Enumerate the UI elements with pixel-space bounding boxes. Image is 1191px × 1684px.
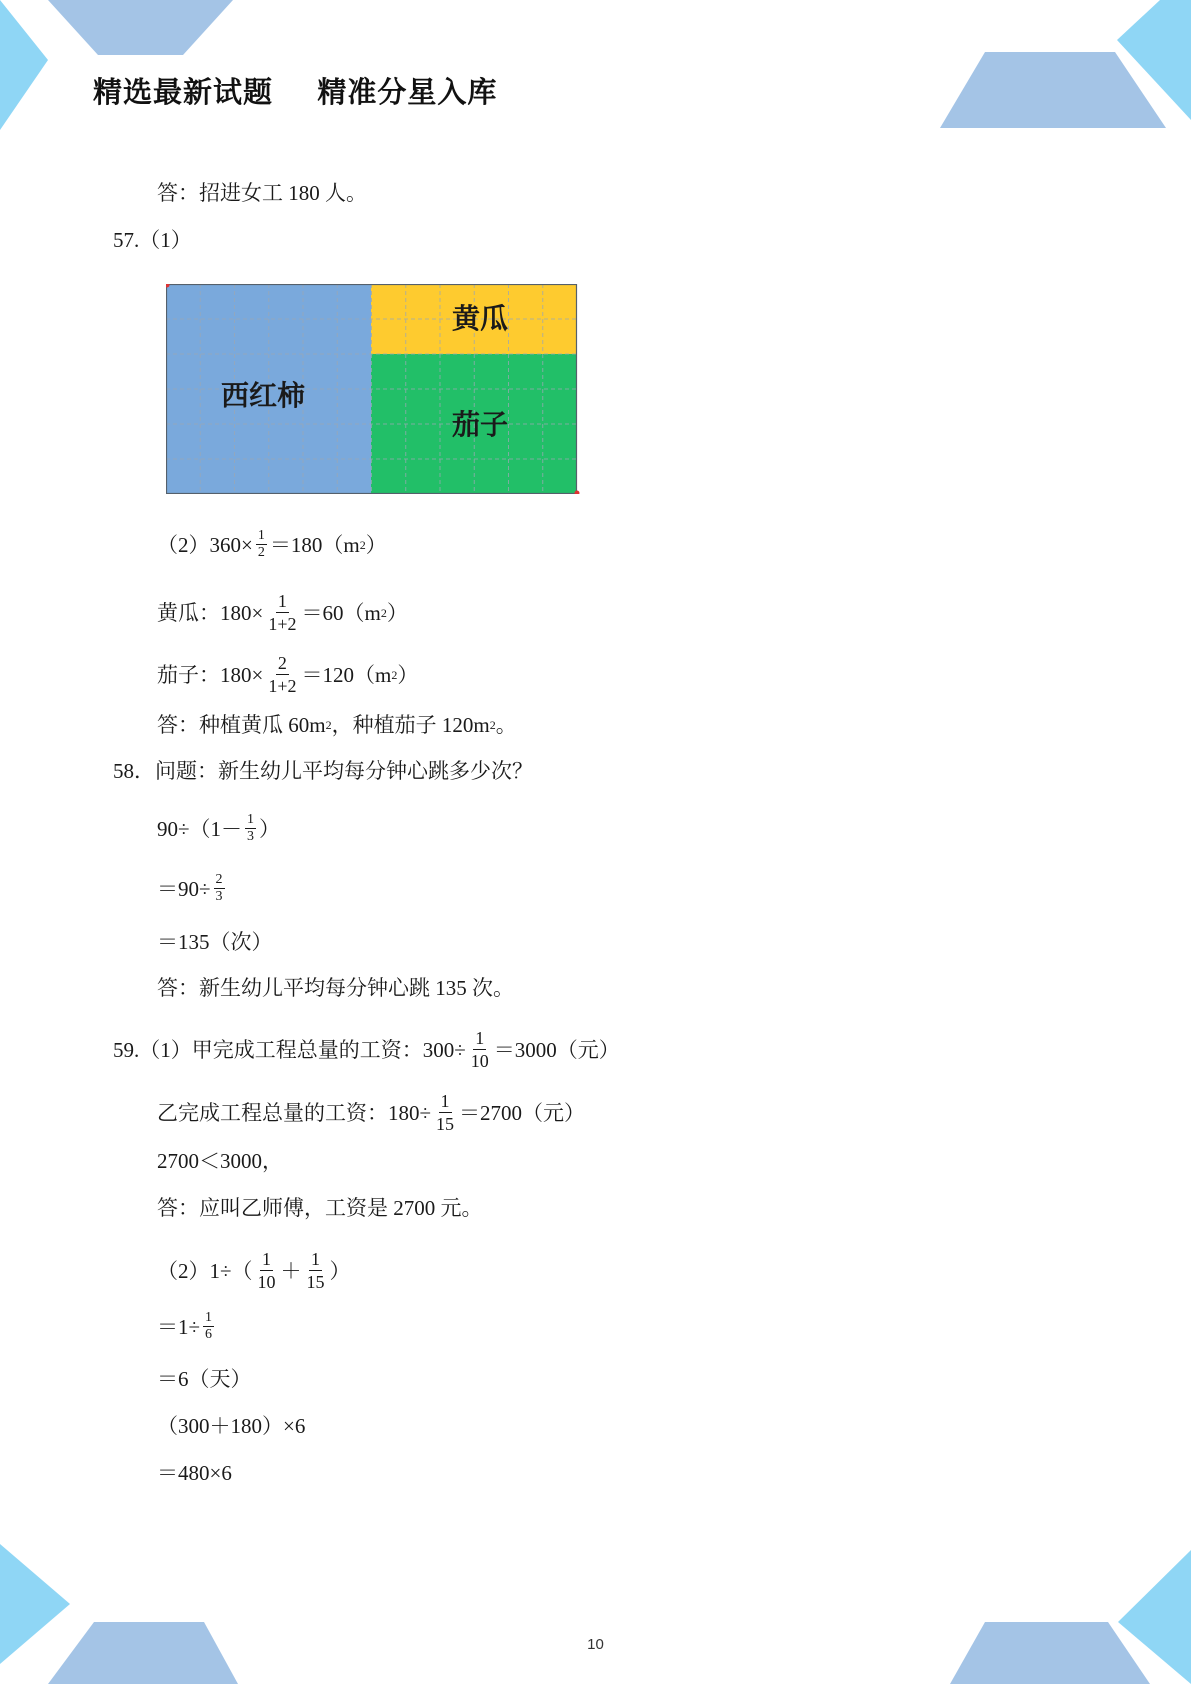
q58-step2-prefix: ＝90÷ bbox=[157, 876, 211, 901]
q58-answer: 答：新生幼儿平均每分钟心跳 135 次。 bbox=[157, 976, 514, 1000]
q58-step1-prefix: 90÷（1－ bbox=[157, 816, 243, 841]
fraction bbox=[469, 1027, 491, 1072]
close-paren: ） bbox=[397, 662, 419, 687]
fraction bbox=[305, 1248, 327, 1293]
q59-line2-prefix: 乙完成工程总量的工资：180÷ bbox=[157, 1100, 432, 1125]
cucumber-label: 黄瓜 bbox=[451, 302, 509, 335]
fraction bbox=[266, 590, 298, 635]
fraction-denominator: 15 bbox=[306, 1272, 325, 1292]
q58-step2 bbox=[157, 872, 228, 905]
q57-eggplant-line: 茄子：180× $\frac{2}{1+2}$ ＝120（m 2 ） bbox=[157, 653, 419, 696]
fraction-numerator: 1 bbox=[277, 591, 287, 611]
fraction-numerator: 1 bbox=[257, 528, 265, 543]
tomato-label: 西红柿 bbox=[220, 379, 306, 412]
footer-decoration bbox=[0, 1544, 1191, 1684]
fraction-numerator: 2 bbox=[215, 872, 223, 887]
q59-line2-suffix: ＝2700（元） bbox=[459, 1100, 586, 1125]
deco-shape-top-right-tab bbox=[940, 52, 1166, 128]
close-paren: ） bbox=[365, 532, 387, 557]
q58-step3: ＝135（次） bbox=[157, 930, 273, 954]
fraction-numerator: 2 bbox=[277, 653, 287, 673]
question-57-label: 57.（1） bbox=[113, 228, 192, 252]
fraction-numerator: 1 bbox=[475, 1028, 485, 1048]
q57-answer: 答：种植黄瓜 60m 2 ，种植茄子 120m 2 。 bbox=[157, 710, 517, 740]
deco-shape-bottom-left-tab bbox=[48, 1622, 238, 1684]
q58-step1-suffix: ） bbox=[259, 816, 281, 841]
q59-step-a-prefix: ＝1÷ bbox=[157, 1314, 201, 1339]
q59-line1-suffix: ＝3000（元） bbox=[493, 1037, 620, 1062]
q59-part2-prefix: （2）1÷（ bbox=[157, 1258, 253, 1283]
fraction bbox=[434, 1090, 456, 1135]
q57-part2-suffix: ＝180（m bbox=[269, 532, 360, 557]
fraction bbox=[256, 528, 267, 561]
deco-shape-top-left-tab bbox=[48, 0, 233, 55]
q57-part2-prefix: （2）360× bbox=[157, 532, 253, 557]
q59-step-a bbox=[157, 1310, 217, 1343]
deco-shape-bottom-right-tab bbox=[950, 1622, 1150, 1684]
page-number: 10 bbox=[587, 1636, 604, 1653]
deco-shape-top-left-corner bbox=[0, 0, 48, 130]
q57-eggplant-suffix: ＝120（m bbox=[301, 662, 392, 687]
fraction-numerator: 1 bbox=[311, 1249, 321, 1269]
q59-step-b: ＝6（天） bbox=[157, 1367, 252, 1391]
q59-part2 bbox=[157, 1248, 351, 1293]
q59-answer1: 答：应叫乙师傅，工资是 2700 元。 bbox=[157, 1196, 483, 1220]
q58-question: 58．问题：新生幼儿平均每分钟心跳多少次？ bbox=[113, 759, 533, 783]
fraction bbox=[256, 1248, 278, 1293]
fraction-denominator: 15 bbox=[436, 1114, 455, 1134]
fraction-denominator: 1+2 bbox=[268, 676, 297, 696]
q57-answer-part1: 答：种植黄瓜 60m bbox=[157, 713, 326, 737]
fraction-denominator: 1+2 bbox=[268, 614, 297, 634]
q57-answer-part2: ，种植茄子 120m bbox=[331, 713, 490, 737]
q59-step-c: （300＋180）×6 bbox=[157, 1414, 306, 1438]
q59-line1-prefix: 59.（1）甲完成工程总量的工资：300÷ bbox=[113, 1037, 466, 1062]
fraction-denominator: 6 bbox=[205, 1327, 213, 1342]
q59-compare: 2700＜3000， bbox=[157, 1149, 283, 1173]
fraction bbox=[266, 652, 298, 697]
q57-cucumber-suffix: ＝60（m bbox=[301, 600, 381, 625]
q59-line2 bbox=[157, 1090, 585, 1135]
header-title: 精选最新试题 精准分星入库 bbox=[93, 75, 498, 109]
fraction-numerator: 1 bbox=[262, 1249, 272, 1269]
close-paren: ） bbox=[386, 600, 408, 625]
fraction bbox=[203, 1310, 214, 1343]
garden-plot-diagram bbox=[166, 284, 580, 494]
answer-56-tail: 答：招进女工 180 人。 bbox=[157, 181, 367, 205]
fraction-denominator: 10 bbox=[470, 1051, 489, 1071]
fraction-numerator: 1 bbox=[440, 1091, 450, 1111]
fraction bbox=[245, 812, 256, 845]
q59-part2-suffix: ） bbox=[329, 1258, 351, 1283]
q57-cucumber-prefix: 黄瓜：180× bbox=[157, 600, 264, 625]
fraction-numerator: 1 bbox=[247, 812, 255, 827]
fraction bbox=[214, 872, 225, 905]
eggplant-label: 茄子 bbox=[451, 408, 509, 441]
q57-cucumber-line: 黄瓜：180× $\frac{1}{1+2}$ ＝60（m 2 ） bbox=[157, 591, 408, 634]
q57-answer-part3: 。 bbox=[495, 713, 517, 737]
q57-part2-line: （2）360× $\frac{1}{2}$ ＝180（m 2 ） bbox=[157, 528, 387, 560]
q57-eggplant-prefix: 茄子：180× bbox=[157, 662, 264, 687]
fraction-denominator: 10 bbox=[257, 1272, 276, 1292]
fraction-denominator: 3 bbox=[247, 829, 255, 844]
fraction-denominator: 3 bbox=[215, 889, 223, 904]
q58-step1 bbox=[157, 812, 280, 845]
fraction-numerator: 1 bbox=[205, 1310, 213, 1325]
plus-sign: ＋ bbox=[280, 1258, 302, 1283]
q59-step-d: ＝480×6 bbox=[157, 1461, 232, 1485]
fraction-denominator: 2 bbox=[257, 545, 265, 560]
q59-line1 bbox=[113, 1027, 620, 1072]
